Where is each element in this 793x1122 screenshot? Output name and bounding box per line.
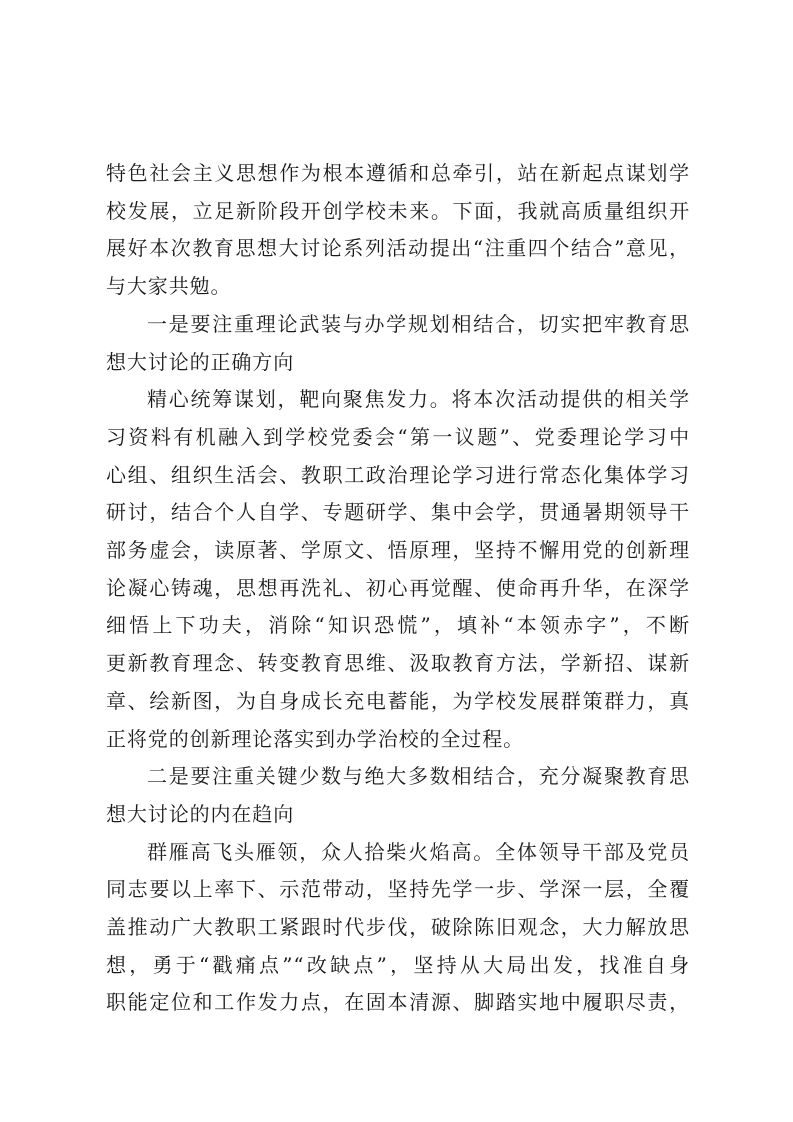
text-line: 二是要注重关键少数与绝大多数相结合，充分凝聚教育思 bbox=[147, 764, 690, 789]
body-paragraph-2 bbox=[106, 834, 690, 1023]
text-line: 与大家共勉。 bbox=[106, 274, 232, 299]
document-body bbox=[106, 155, 690, 1022]
text-line: 章、绘新图，为自身成长充电蓄能，为学校发展群策群力，真 bbox=[106, 688, 690, 713]
text-line: 细悟上下功夫，消除“知识恐慌”，填补“本领赤字”，不断 bbox=[106, 613, 690, 638]
text-line: 展好本次教育思想大讨论系列活动提出“注重四个结合”意见， bbox=[106, 236, 690, 261]
body-paragraph-1 bbox=[106, 381, 690, 758]
text-line: 特色社会主义思想作为根本遵循和总牵引，站在新起点谋划学 bbox=[106, 161, 690, 185]
text-line: 更新教育理念、转变教育思维、汲取教育方法，学新招、谋新 bbox=[106, 651, 690, 676]
text-line: 想，勇于“戳痛点”“改缺点”，坚持从大局出发，找准自身 bbox=[106, 952, 690, 977]
text-line: 一是要注重理论武装与办学规划相结合，切实把牢教育思 bbox=[147, 311, 690, 336]
text-line: 同志要以上率下、示范带动，坚持先学一步、学深一层，全覆 bbox=[106, 877, 690, 902]
text-line: 心组、组织生活会、教职工政治理论学习进行常态化集体学习 bbox=[106, 462, 690, 487]
text-line: 想大讨论的内在趋向 bbox=[106, 801, 295, 826]
text-line: 职能定位和工作发力点，在固本清源、脚踏实地中履职尽责， bbox=[106, 990, 690, 1015]
text-line: 习资料有机融入到学校党委会“第一议题”、党委理论学习中 bbox=[106, 424, 690, 449]
section-heading-1 bbox=[106, 306, 690, 381]
text-line: 盖推动广大教职工紧跟时代步伐，破除陈旧观念，大力解放思 bbox=[106, 915, 690, 940]
text-line: 论凝心铸魂，思想再洗礼、初心再觉醒、使命再升华，在深学 bbox=[106, 575, 690, 600]
text-line: 想大讨论的正确方向 bbox=[106, 349, 295, 374]
text-line: 校发展，立足新阶段开创学校未来。下面，我就高质量组织开 bbox=[106, 198, 690, 223]
text-line: 正将党的创新理论落实到办学治校的全过程。 bbox=[106, 726, 524, 751]
body-paragraph-intro bbox=[106, 155, 690, 306]
text-line: 部务虚会，读原著、学原文、悟原理，坚持不懈用党的创新理 bbox=[106, 538, 690, 563]
text-line: 研讨，结合个人自学、专题研学、集中会学，贯通暑期领导干 bbox=[106, 500, 690, 525]
text-line: 群雁高飞头雁领，众人拾柴火焰高。全体领导干部及党员 bbox=[147, 839, 690, 864]
text-line: 精心统筹谋划，靶向聚焦发力。将本次活动提供的相关学 bbox=[147, 387, 690, 412]
section-heading-2 bbox=[106, 758, 690, 833]
